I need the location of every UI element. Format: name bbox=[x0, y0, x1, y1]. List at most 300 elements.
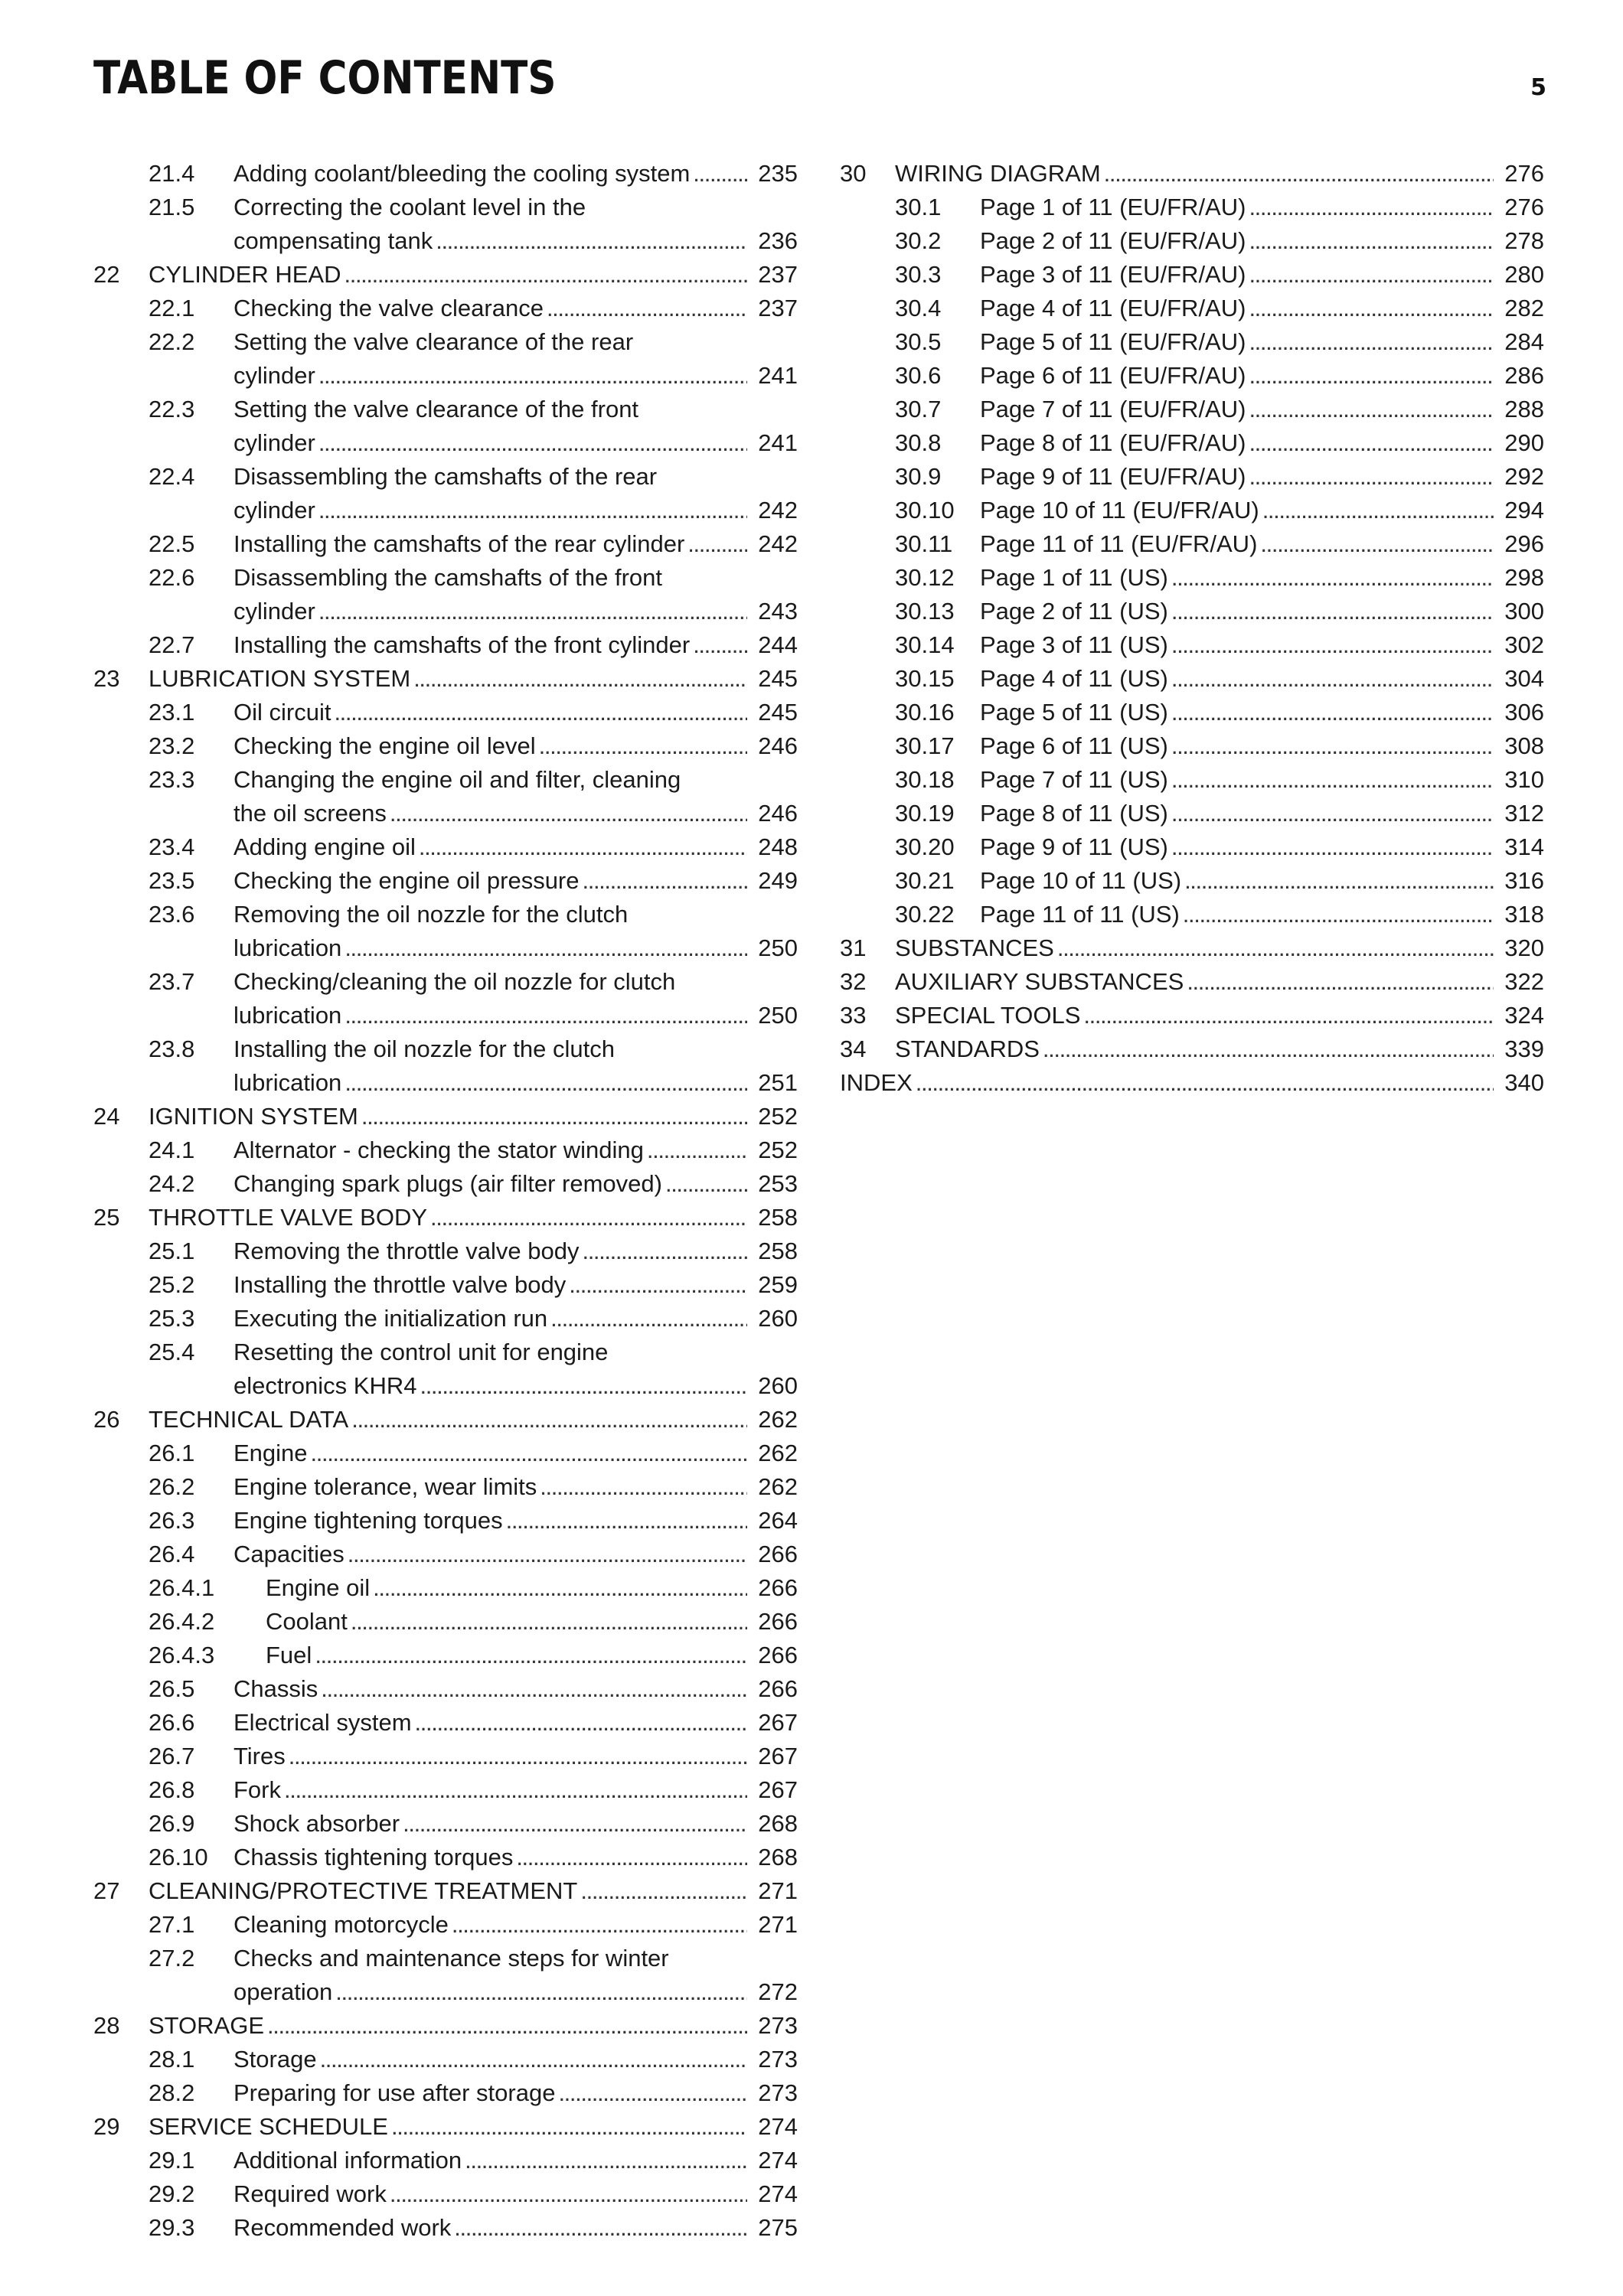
toc-entry-page: 310 bbox=[1504, 766, 1544, 793]
dot-leader bbox=[436, 224, 747, 258]
toc-entry[interactable] bbox=[93, 1672, 798, 1706]
toc-entry-title: compensating tank bbox=[233, 227, 433, 254]
toc-entry-number: 30.8 bbox=[895, 429, 942, 456]
toc-entry-page: 267 bbox=[758, 1776, 798, 1803]
toc-entry-title: Checks and maintenance steps for winter bbox=[233, 1945, 669, 1971]
toc-entry[interactable] bbox=[93, 1167, 798, 1201]
toc-entry-number: 24.2 bbox=[149, 1170, 195, 1197]
toc-entry-page: 241 bbox=[758, 362, 798, 389]
toc-entry-page: 278 bbox=[1504, 227, 1544, 254]
page-number: 5 bbox=[1530, 74, 1546, 101]
toc-entry[interactable] bbox=[840, 494, 1544, 527]
toc-entry[interactable] bbox=[93, 1538, 798, 1571]
toc-entry-number: 26.5 bbox=[149, 1675, 195, 1702]
toc-entry-page: 258 bbox=[758, 1204, 798, 1231]
toc-entry-page: 266 bbox=[758, 1574, 798, 1601]
toc-entry-page: 312 bbox=[1504, 800, 1544, 827]
toc-entry[interactable] bbox=[93, 561, 798, 628]
dot-leader bbox=[1249, 191, 1494, 224]
toc-entry[interactable] bbox=[840, 292, 1544, 325]
toc-entry[interactable] bbox=[93, 2110, 798, 2144]
toc-entry-page: 245 bbox=[758, 699, 798, 726]
dot-leader bbox=[916, 1066, 1494, 1100]
toc-entry[interactable] bbox=[840, 864, 1544, 898]
dot-leader bbox=[1249, 224, 1494, 258]
toc-entry-title: Page 7 of 11 (US) bbox=[980, 766, 1168, 793]
toc-entry[interactable] bbox=[840, 696, 1544, 729]
toc-entry-number: 30.20 bbox=[895, 833, 955, 860]
toc-entry-page: 271 bbox=[758, 1877, 798, 1904]
toc-entry-page: 246 bbox=[758, 732, 798, 759]
toc-entry-title: Storage bbox=[233, 2046, 317, 2073]
toc-entry[interactable] bbox=[840, 1066, 1544, 1100]
toc-entry[interactable] bbox=[93, 1773, 798, 1807]
toc-entry[interactable] bbox=[93, 460, 798, 527]
toc-entry-title: cylinder bbox=[233, 598, 315, 625]
dot-leader bbox=[558, 2076, 747, 2110]
dot-leader bbox=[345, 1066, 747, 1100]
toc-right-column bbox=[840, 157, 1544, 1100]
toc-entry-page: 242 bbox=[758, 497, 798, 523]
toc-entry[interactable] bbox=[93, 1201, 798, 1234]
toc-entry-number: 22.4 bbox=[149, 463, 195, 490]
dot-leader bbox=[1260, 527, 1494, 561]
toc-entry[interactable] bbox=[93, 2211, 798, 2245]
toc-entry-title: Resetting the control unit for engine bbox=[233, 1339, 609, 1365]
toc-entry-page: 268 bbox=[758, 1844, 798, 1870]
toc-entry-page: 273 bbox=[758, 2079, 798, 2106]
toc-entry-page: 267 bbox=[758, 1709, 798, 1736]
dot-leader bbox=[1171, 561, 1494, 595]
dot-leader bbox=[454, 2211, 747, 2245]
toc-entry-page: 243 bbox=[758, 598, 798, 625]
toc-entry-title: Setting the valve clearance of the front bbox=[233, 396, 639, 422]
toc-entry-page: 241 bbox=[758, 429, 798, 456]
dot-leader bbox=[430, 1201, 747, 1234]
dot-leader bbox=[1171, 763, 1494, 797]
toc-entry-title: Disassembling the camshafts of the front bbox=[233, 564, 662, 591]
toc-entry-number: 26.4.2 bbox=[149, 1608, 215, 1635]
toc-entry-page: 280 bbox=[1504, 261, 1544, 288]
toc-entry-title: Checking the engine oil pressure bbox=[233, 867, 580, 894]
toc-entry-title: Correcting the coolant level in the bbox=[233, 194, 586, 220]
dot-leader bbox=[415, 1706, 747, 1740]
toc-entry[interactable] bbox=[840, 527, 1544, 561]
toc-entry-page: 274 bbox=[758, 2180, 798, 2207]
toc-entry-title: Engine tolerance, wear limits bbox=[233, 1473, 537, 1500]
dot-leader bbox=[321, 1672, 747, 1706]
toc-left-column bbox=[93, 157, 798, 2245]
toc-entry-number: 28.2 bbox=[149, 2079, 195, 2106]
toc-entry[interactable] bbox=[840, 999, 1544, 1032]
dot-leader bbox=[1104, 157, 1494, 191]
toc-entry-title: Page 8 of 11 (EU/FR/AU) bbox=[980, 429, 1246, 456]
dot-leader bbox=[390, 2177, 747, 2211]
dot-leader bbox=[1262, 494, 1494, 527]
toc-entry-number: 23.2 bbox=[149, 732, 195, 759]
toc-entry-page: 246 bbox=[758, 800, 798, 827]
toc-entry-page: 273 bbox=[758, 2012, 798, 2039]
toc-entry-title: INDEX bbox=[840, 1069, 913, 1096]
toc-entry[interactable] bbox=[93, 157, 798, 191]
toc-entry-page: 339 bbox=[1504, 1035, 1544, 1062]
toc-entry-number: 30.9 bbox=[895, 463, 942, 490]
toc-entry-title: Page 5 of 11 (EU/FR/AU) bbox=[980, 328, 1246, 355]
toc-entry-number: 30.13 bbox=[895, 598, 955, 625]
toc-entry[interactable] bbox=[93, 1504, 798, 1538]
dot-leader bbox=[1249, 325, 1494, 359]
toc-entry-title: Page 5 of 11 (US) bbox=[980, 699, 1168, 726]
toc-entry[interactable] bbox=[93, 1437, 798, 1470]
toc-entry-page: 276 bbox=[1504, 194, 1544, 220]
toc-entry-page: 314 bbox=[1504, 833, 1544, 860]
toc-entry-title: WIRING DIAGRAM bbox=[895, 160, 1101, 187]
dot-leader bbox=[550, 1302, 747, 1336]
toc-entry-page: 268 bbox=[758, 1810, 798, 1837]
toc-entry-number: 30.21 bbox=[895, 867, 955, 894]
toc-entry[interactable] bbox=[840, 662, 1544, 696]
toc-entry[interactable] bbox=[840, 898, 1544, 931]
toc-entry-page: 248 bbox=[758, 833, 798, 860]
toc-entry-title: LUBRICATION SYSTEM bbox=[149, 665, 411, 692]
toc-entry-page: 274 bbox=[758, 2147, 798, 2174]
toc-entry-page: 318 bbox=[1504, 901, 1544, 928]
toc-entry-number: 30 bbox=[840, 160, 867, 187]
toc-entry[interactable] bbox=[93, 2076, 798, 2110]
toc-entry-page: 262 bbox=[758, 1440, 798, 1466]
dot-leader bbox=[1171, 628, 1494, 662]
toc-entry-number: 26.2 bbox=[149, 1473, 195, 1500]
toc-entry[interactable] bbox=[93, 527, 798, 561]
dot-leader bbox=[348, 1538, 747, 1571]
toc-entry-page: 244 bbox=[758, 631, 798, 658]
toc-entry-title: AUXILIARY SUBSTANCES bbox=[895, 968, 1184, 995]
toc-entry-title: Chassis bbox=[233, 1675, 318, 1702]
toc-entry-title: Engine oil bbox=[266, 1574, 371, 1601]
toc-entry[interactable] bbox=[840, 258, 1544, 292]
toc-entry-number: 27.2 bbox=[149, 1945, 195, 1971]
toc-entry-title: Shock absorber bbox=[233, 1810, 400, 1837]
toc-entry[interactable] bbox=[93, 1807, 798, 1841]
toc-entry-number: 26.3 bbox=[149, 1507, 195, 1534]
toc-entry[interactable] bbox=[93, 2009, 798, 2043]
toc-entry-title: SPECIAL TOOLS bbox=[895, 1002, 1081, 1029]
dot-leader bbox=[583, 864, 748, 898]
toc-entry[interactable] bbox=[93, 1302, 798, 1336]
toc-entry-page: 302 bbox=[1504, 631, 1544, 658]
toc-entry-title: Electrical system bbox=[233, 1709, 412, 1736]
dot-leader bbox=[1249, 426, 1494, 460]
toc-entry-number: 30.11 bbox=[895, 530, 953, 557]
toc-entry-title: Checking/cleaning the oil nozzle for clutch bbox=[233, 968, 676, 995]
toc-entry-title: operation bbox=[233, 1978, 333, 2005]
toc-entry-title: Installing the oil nozzle for the clutch bbox=[233, 1035, 615, 1062]
toc-entry-page: 308 bbox=[1504, 732, 1544, 759]
toc-entry-number: 26.6 bbox=[149, 1709, 195, 1736]
toc-entry-number: 23 bbox=[93, 665, 120, 692]
toc-entry[interactable] bbox=[93, 325, 798, 393]
toc-entry[interactable] bbox=[93, 2177, 798, 2211]
toc-entry[interactable] bbox=[840, 595, 1544, 628]
toc-entry-number: 26.4 bbox=[149, 1541, 195, 1567]
dot-leader bbox=[334, 696, 747, 729]
toc-entry-page: 260 bbox=[758, 1305, 798, 1332]
toc-entry-title: Page 11 of 11 (US) bbox=[980, 901, 1180, 928]
toc-entry-title: Checking the valve clearance bbox=[233, 295, 544, 321]
dot-leader bbox=[284, 1773, 747, 1807]
dot-leader bbox=[345, 931, 747, 965]
dot-leader bbox=[289, 1740, 747, 1773]
toc-entry-page: 298 bbox=[1504, 564, 1544, 591]
toc-entry[interactable] bbox=[93, 1908, 798, 1942]
toc-entry-number: 30.19 bbox=[895, 800, 955, 827]
toc-entry[interactable] bbox=[93, 191, 798, 258]
toc-entry-title: STANDARDS bbox=[895, 1035, 1040, 1062]
toc-entry-number: 23.4 bbox=[149, 833, 195, 860]
toc-entry-number: 26.4.1 bbox=[149, 1574, 215, 1601]
toc-entry[interactable] bbox=[840, 830, 1544, 864]
toc-entry-number: 21.5 bbox=[149, 194, 195, 220]
toc-entry-page: 340 bbox=[1504, 1069, 1544, 1096]
dot-leader bbox=[351, 1605, 747, 1639]
toc-entry[interactable] bbox=[93, 2144, 798, 2177]
toc-entry-page: 250 bbox=[758, 1002, 798, 1029]
toc-entry-page: 288 bbox=[1504, 396, 1544, 422]
toc-entry[interactable] bbox=[93, 1942, 798, 2009]
toc-entry-number: 25.4 bbox=[149, 1339, 195, 1365]
toc-entry[interactable] bbox=[93, 1470, 798, 1504]
toc-entry[interactable] bbox=[840, 157, 1544, 191]
toc-entry[interactable] bbox=[93, 1100, 798, 1133]
toc-entry-title: Disassembling the camshafts of the rear bbox=[233, 463, 658, 490]
toc-entry-number: 22.7 bbox=[149, 631, 195, 658]
toc-entry-page: 245 bbox=[758, 665, 798, 692]
toc-entry-number: 23.3 bbox=[149, 766, 195, 793]
toc-entry-page: 252 bbox=[758, 1103, 798, 1130]
dot-leader bbox=[1249, 460, 1494, 494]
toc-entry-page: 306 bbox=[1504, 699, 1544, 726]
toc-entry-title: CLEANING/PROTECTIVE TREATMENT bbox=[149, 1877, 578, 1904]
toc-entry-number: 26 bbox=[93, 1406, 120, 1433]
toc-entry[interactable] bbox=[93, 1133, 798, 1167]
toc-entry-number: 26.9 bbox=[149, 1810, 195, 1837]
toc-entry[interactable] bbox=[840, 965, 1544, 999]
toc-entry-title: Chassis tightening torques bbox=[233, 1844, 514, 1870]
toc-entry[interactable] bbox=[840, 1032, 1544, 1066]
dot-leader bbox=[693, 628, 747, 662]
toc-entry-page: 282 bbox=[1504, 295, 1544, 321]
toc-entry-number: 26.1 bbox=[149, 1440, 195, 1466]
toc-entry-title: Page 6 of 11 (US) bbox=[980, 732, 1168, 759]
toc-entry-number: 25.2 bbox=[149, 1271, 195, 1298]
toc-entry[interactable] bbox=[840, 460, 1544, 494]
dot-leader bbox=[419, 830, 747, 864]
toc-entry-title: lubrication bbox=[233, 1069, 342, 1096]
toc-entry[interactable] bbox=[93, 729, 798, 763]
toc-entry[interactable] bbox=[840, 628, 1544, 662]
dot-leader bbox=[1171, 729, 1494, 763]
toc-entry-number: 34 bbox=[840, 1035, 867, 1062]
dot-leader bbox=[413, 662, 747, 696]
toc-entry-title: Engine bbox=[233, 1440, 308, 1466]
dot-leader bbox=[1249, 359, 1494, 393]
toc-entry[interactable] bbox=[93, 1336, 798, 1403]
toc-entry-title: Additional information bbox=[233, 2147, 462, 2174]
toc-entry-number: 29 bbox=[93, 2113, 120, 2140]
toc-entry-number: 30.6 bbox=[895, 362, 942, 389]
toc-entry-title: Adding coolant/bleeding the cooling system bbox=[233, 160, 691, 187]
toc-entry-page: 286 bbox=[1504, 362, 1544, 389]
toc-entry-title: SERVICE SCHEDULE bbox=[149, 2113, 388, 2140]
toc-entry-page: 316 bbox=[1504, 867, 1544, 894]
toc-entry-title: Page 10 of 11 (US) bbox=[980, 867, 1182, 894]
dot-leader bbox=[569, 1268, 747, 1302]
dot-leader bbox=[516, 1841, 747, 1874]
toc-entry[interactable] bbox=[840, 729, 1544, 763]
toc-entry-title: Page 7 of 11 (EU/FR/AU) bbox=[980, 396, 1246, 422]
dot-leader bbox=[1171, 662, 1494, 696]
dot-leader bbox=[506, 1504, 747, 1538]
toc-entry[interactable] bbox=[93, 628, 798, 662]
toc-entry-title: electronics KHR4 bbox=[233, 1372, 417, 1399]
dot-leader bbox=[390, 797, 747, 830]
page-title: TABLE OF CONTENTS bbox=[93, 51, 557, 105]
toc-entry[interactable] bbox=[93, 1571, 798, 1605]
toc-entry[interactable] bbox=[840, 797, 1544, 830]
toc-entry-page: 271 bbox=[758, 1911, 798, 1938]
toc-entry-page: 320 bbox=[1504, 934, 1544, 961]
toc-entry-title: Removing the throttle valve body bbox=[233, 1238, 580, 1264]
toc-entry[interactable] bbox=[93, 898, 798, 965]
dot-leader bbox=[267, 2009, 747, 2043]
toc-entry[interactable] bbox=[840, 191, 1544, 224]
toc-entry-number: 24 bbox=[93, 1103, 120, 1130]
toc-entry-title: Oil circuit bbox=[233, 699, 331, 726]
toc-entry[interactable] bbox=[840, 763, 1544, 797]
toc-entry-page: 292 bbox=[1504, 463, 1544, 490]
toc-entry-page: 253 bbox=[758, 1170, 798, 1197]
toc-entry-number: 24.1 bbox=[149, 1137, 195, 1163]
toc-entry-title: Coolant bbox=[266, 1608, 348, 1635]
toc-entry[interactable] bbox=[93, 1234, 798, 1268]
toc-entry-title: Fuel bbox=[266, 1642, 312, 1668]
toc-entry-page: 267 bbox=[758, 1743, 798, 1769]
toc-entry-page: 237 bbox=[758, 261, 798, 288]
toc-entry-title: Page 3 of 11 (EU/FR/AU) bbox=[980, 261, 1246, 288]
toc-entry[interactable] bbox=[93, 696, 798, 729]
toc-entry[interactable] bbox=[840, 359, 1544, 393]
toc-entry[interactable] bbox=[93, 830, 798, 864]
toc-entry[interactable] bbox=[840, 325, 1544, 359]
dot-leader bbox=[1171, 696, 1494, 729]
toc-entry[interactable] bbox=[93, 258, 798, 292]
toc-entry-title: STORAGE bbox=[149, 2012, 265, 2039]
toc-entry-number: 30.12 bbox=[895, 564, 955, 591]
toc-entry[interactable] bbox=[840, 224, 1544, 258]
toc-entry-title: Page 2 of 11 (US) bbox=[980, 598, 1168, 625]
toc-entry-number: 30.22 bbox=[895, 901, 955, 928]
toc-entry[interactable] bbox=[93, 965, 798, 1032]
toc-entry[interactable] bbox=[93, 292, 798, 325]
toc-entry[interactable] bbox=[93, 1639, 798, 1672]
toc-entry-title: Installing the camshafts of the rear cylinder bbox=[233, 530, 685, 557]
toc-entry-number: 30.14 bbox=[895, 631, 955, 658]
toc-entry[interactable] bbox=[840, 426, 1544, 460]
toc-entry[interactable] bbox=[93, 864, 798, 898]
toc-entry[interactable] bbox=[93, 2043, 798, 2076]
toc-entry-title: Capacities bbox=[233, 1541, 345, 1567]
toc-entry-number: 29.3 bbox=[149, 2214, 195, 2241]
toc-entry[interactable] bbox=[93, 1740, 798, 1773]
dot-leader bbox=[1057, 931, 1494, 965]
toc-entry-page: 251 bbox=[758, 1069, 798, 1096]
toc-entry-title: Installing the camshafts of the front cylinder bbox=[233, 631, 691, 658]
toc-entry[interactable] bbox=[93, 1403, 798, 1437]
toc-entry[interactable] bbox=[840, 393, 1544, 426]
toc-entry-title: Executing the initialization run bbox=[233, 1305, 548, 1332]
toc-entry-page: 266 bbox=[758, 1541, 798, 1567]
dot-leader bbox=[403, 1807, 747, 1841]
toc-entry-page: 304 bbox=[1504, 665, 1544, 692]
toc-entry-number: 29.2 bbox=[149, 2180, 195, 2207]
dot-leader bbox=[1171, 595, 1494, 628]
toc-entry[interactable] bbox=[93, 1841, 798, 1874]
dot-leader bbox=[1184, 864, 1494, 898]
toc-entry-number: 23.5 bbox=[149, 867, 195, 894]
toc-entry[interactable] bbox=[93, 1874, 798, 1908]
toc-entry-title: IGNITION SYSTEM bbox=[149, 1103, 358, 1130]
toc-entry-number: 23.6 bbox=[149, 901, 195, 928]
toc-entry-page: 260 bbox=[758, 1372, 798, 1399]
toc-entry-number: 30.4 bbox=[895, 295, 942, 321]
toc-entry-number: 28.1 bbox=[149, 2046, 195, 2073]
dot-leader bbox=[580, 1874, 747, 1908]
toc-entry[interactable] bbox=[93, 662, 798, 696]
toc-entry-number: 26.8 bbox=[149, 1776, 195, 1803]
toc-entry-number: 27.1 bbox=[149, 1911, 195, 1938]
toc-entry-title: Page 4 of 11 (US) bbox=[980, 665, 1168, 692]
toc-entry-page: 249 bbox=[758, 867, 798, 894]
dot-leader bbox=[1249, 393, 1494, 426]
toc-entry-title: Required work bbox=[233, 2180, 387, 2207]
toc-entry-number: 29.1 bbox=[149, 2147, 195, 2174]
toc-entry-number: 30.18 bbox=[895, 766, 955, 793]
dot-leader bbox=[465, 2144, 747, 2177]
toc-entry-number: 28 bbox=[93, 2012, 120, 2039]
toc-entry[interactable] bbox=[93, 1032, 798, 1100]
toc-entry[interactable] bbox=[93, 1268, 798, 1302]
toc-entry[interactable] bbox=[93, 1706, 798, 1740]
toc-entry[interactable] bbox=[93, 1605, 798, 1639]
dot-leader bbox=[345, 999, 747, 1032]
toc-entry[interactable] bbox=[93, 763, 798, 830]
toc-entry-title: Page 6 of 11 (EU/FR/AU) bbox=[980, 362, 1246, 389]
toc-entry-page: 250 bbox=[758, 934, 798, 961]
toc-entry-number: 26.7 bbox=[149, 1743, 195, 1769]
dot-leader bbox=[1183, 898, 1494, 931]
dot-leader bbox=[318, 359, 747, 393]
toc-entry[interactable] bbox=[840, 561, 1544, 595]
toc-entry-number: 25 bbox=[93, 1204, 120, 1231]
toc-entry[interactable] bbox=[93, 393, 798, 460]
dot-leader bbox=[361, 1100, 747, 1133]
toc-entry-page: 236 bbox=[758, 227, 798, 254]
dot-leader bbox=[318, 595, 747, 628]
dot-leader bbox=[318, 426, 747, 460]
toc-entry[interactable] bbox=[840, 931, 1544, 965]
dot-leader bbox=[693, 157, 747, 191]
toc-entry-page: 273 bbox=[758, 2046, 798, 2073]
